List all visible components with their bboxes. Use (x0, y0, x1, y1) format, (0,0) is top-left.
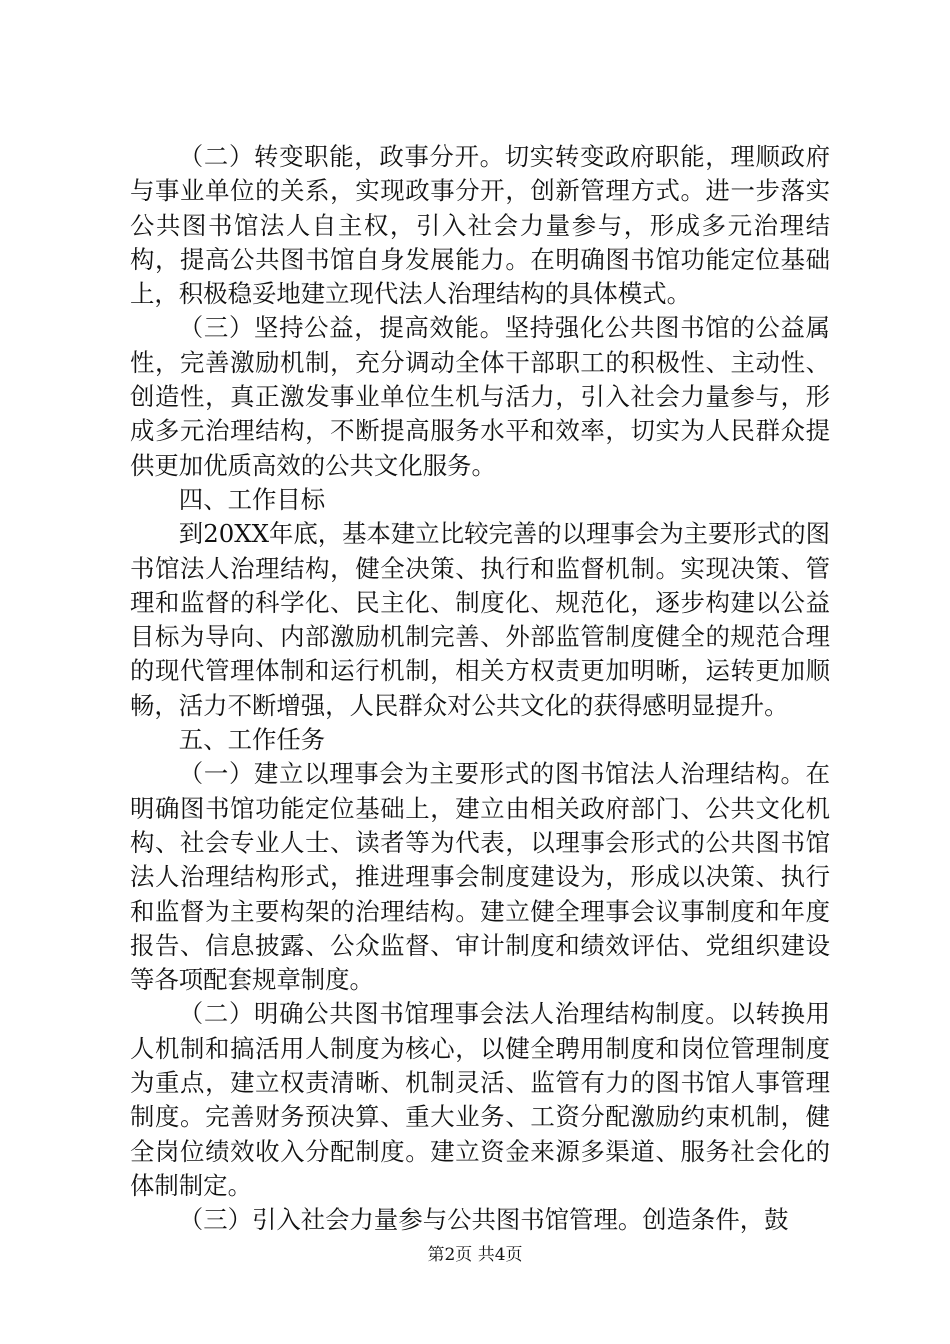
heading-work-tasks: 五、工作任务 (178, 725, 326, 755)
heading-work-goals: 四、工作目标 (178, 484, 326, 514)
paragraph-transform-functions: （二）转变职能，政事分开。切实转变政府职能，理顺政府与事业单位的关系，实现政事分开，创新管理方式。进一步落实公共图书馆法人自主权，引入社会力量参与，形成多元治理结构，提高公共图书馆自身发展能力。在明确图书馆功能定位基础上，积极稳妥地建立现代法人治理结构的具体模式。 (130, 142, 830, 309)
paragraph-task-board-structure: （一）建立以理事会为主要形式的图书馆法人治理结构。在明确图书馆功能定位基础上，建立由相关政府部门、公共文化机构、社会专业人士、读者等为代表，以理事会形式的公共图书馆法人治理结构形式，推进理事会制度建设为，形成以决策、执行和监督为主要构架的治理结构。建立健全理事会议事制度和年度报告、信息披露、公众监督、审计制度和绩效评估、党组织建设等各项配套规章制度。 (130, 759, 830, 995)
document-body (130, 140, 830, 1238)
paragraph-public-welfare: （三）坚持公益，提高效能。坚持强化公共图书馆的公益属性，完善激励机制，充分调动全体干部职工的积极性、主动性、创造性，真正激发事业单位生机与活力，引入社会力量参与，形成多元治理结构，不断提高服务水平和效率，切实为人民群众提供更加优质高效的公共文化服务。 (130, 313, 830, 480)
paragraph-task-social-participation: （三）引入社会力量参与公共图书馆管理。创造条件，鼓 (178, 1205, 789, 1235)
page-footer: 第2页 共4页 (427, 1245, 523, 1265)
paragraph-work-goals: 到20XX年底，基本建立比较完善的以理事会为主要形式的图书馆法人治理结构，健全决策、执行和监督机制。实现决策、管理和监督的科学化、民主化、制度化、规范化，逐步构建以公益目标为导向、内部激励机制完善、外部监管制度健全的规范合理的现代管理体制和运行机制，相关方权责更加明晰，运转更加顺畅，活力不断增强，人民群众对公共文化的获得感明显提升。 (130, 519, 830, 720)
paragraph-task-system: （二）明确公共图书馆理事会法人治理结构制度。以转换用人机制和搞活用人制度为核心，以健全聘用制度和岗位管理制度为重点，建立权责清晰、机制灵活、监管有力的图书馆人事管理制度。完善财务预决算、重大业务、工资分配激励约束机制，健全岗位绩效收入分配制度。建立资金来源多渠道、服务社会化的体制制定。 (130, 999, 830, 1200)
